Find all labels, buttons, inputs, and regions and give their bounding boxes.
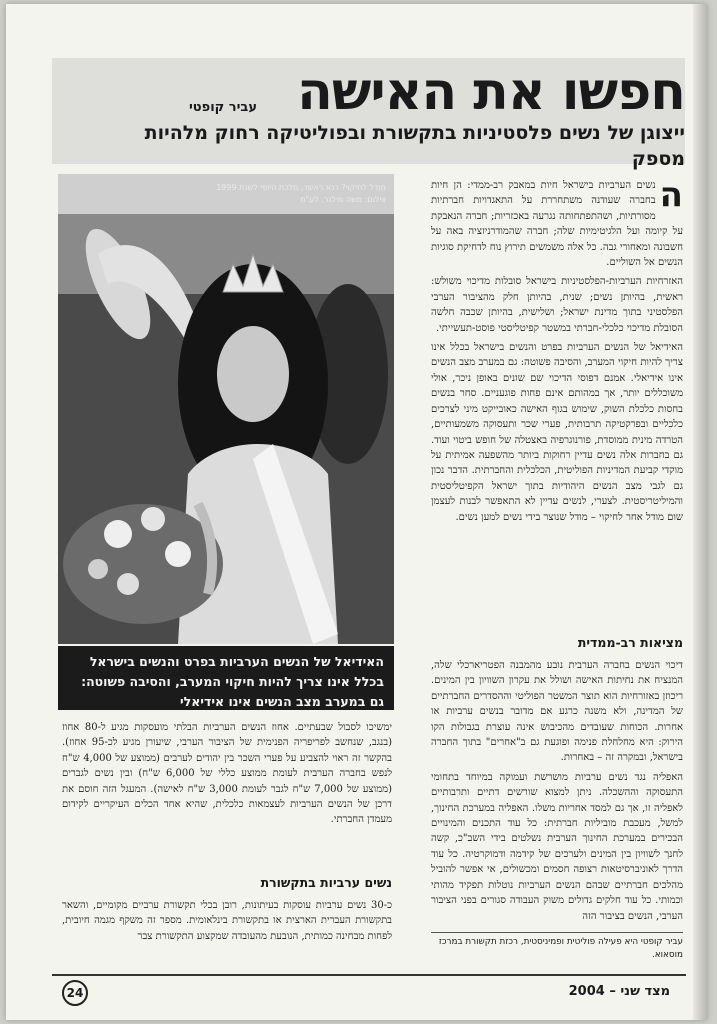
paragraph: ימשיכו לסבול שבעתיים. אחוז הנשים הערביות הבלתי מועסקות מגיע ל-80 אחוז (בנגב, שנחשב לפריפריה הפנימית של הציבור הערבי, שיעורן מגיע לכ-95 אחוז). בהקשר זה ראוי להצביע על פערי השכר בין יהודים לערבים (ממוצע של 4,000 ש"ח לנפש בחברה הערבית לעומת ממוצע כללי של 6,000 ש"ח) ובין נשים לגברים (ממוצע של 7,000 ש"ח לגבר לעומת 3,000 ש"ח לאישה). המעגל הזה חוסם את דרכן של הנשים הערביות לעצמאות כלכלית, שהיא אחד הכלים העיקריים לקידום מעמדן החברתי. — [62, 722, 393, 826]
article-author: עביר קופטי — [188, 100, 257, 115]
article-title: חפשו את האישה — [297, 62, 685, 122]
photo-credit — [156, 182, 386, 206]
left-column-top — [62, 720, 392, 832]
bio-divider — [431, 932, 683, 933]
article-photo — [58, 174, 394, 644]
issue-label: מצד שני – 2004 — [568, 984, 670, 999]
article-subtitle: ייצוגן של נשים פלסטיניות בתקשורת ובפוליטיקה רחוק מלהיות מספק — [144, 122, 685, 170]
page-number: 24 — [62, 980, 88, 1006]
photo-caption: האידיאל של הנשים הערביות בפרט והנשים בישראל בכלל אינו צריך להיות חיקוי המערב, והסיבה פשוטה: גם במערב מצב הנשים אינו אידיאלי — [58, 646, 394, 710]
right-column-bottom — [431, 658, 683, 928]
photo-illustration — [58, 174, 394, 644]
photo-credit-photographer: צילום: משה מילנר, לע"מ — [300, 195, 386, 204]
left-column-bottom — [62, 898, 392, 948]
paragraph: האזרחיות הערביות-הפלסטיניות בישראל סובלות מדיכוי משולש: ראשית, בהיותן נשים; שנית, בהיותן חלק מהציבור הערבי הפלסטיני בתוך מדינת ישראל; ושלישית, בהיותן שכבה חלשה הסובלת מדיכוי כלכלי-חברתי במשטר קפיטליסטי פוסט-תעשייתי. — [431, 276, 683, 334]
section-heading-media: נשים ערביות בתקשורת — [260, 875, 392, 890]
right-column-top — [431, 175, 683, 529]
photo-credit-caption: מודל לחיקוי? רנא ראשד, מלכת היופי לשנת 1999 — [216, 183, 386, 192]
page-spine — [693, 4, 707, 1020]
author-bio: עביר קופטי היא פעילה פוליטית ופמיניסטית, רכזת תקשורת במרכז מוסאוא. — [438, 937, 683, 960]
paragraph-text: נשים הערביות בישראל חיות במאבק רב-ממדי: הן חיות בחברה שעודנה משתחררת על התאגדויות חברתיות מסורתיות, ושהתפתחותה נגרעה באכזריות; חברה הנאבקת על קיומה ועל הלגיטימיות שלה; חברה שהמודרניזציה באה על חשבונה ומאחורי גבה. כל אלה משמשים תירוץ נוח לדחיקת סוגיות הנשים אל השוליים. — [431, 180, 683, 269]
dropcap: ה — [659, 175, 683, 215]
paragraph — [431, 175, 683, 270]
paragraph: כ-30 נשים ערביות עוסקות בעיתונות, רובן בכלי תקשורת ערביים מקומיים, והשאר בתקשורת העברית הארצית או בתקשורת בינלאומית. מספר זה משקף מגמה חיובית, לפחות מבחינה כמותית, הנובעת מהעובדה שמקצוע התקשורת צבר — [62, 900, 392, 942]
paragraph: דיכוי הנשים בחברה הערבית נובע מהמבנה הפטריארכלי שלה, המנציח את נחיתות האישה ושולל את עקרון השוויון בין המינים. ריכוזן באזורחיות הוא תוצר המשטר הפוליטי וההסדרים החברתיים של המדינה, ולא משנה כרגע אם מדובר בנשים ערביות או אחרות. הכוחות שעובדים מהכיבוש אינה עוצרת בגבולות הקו הירוק: היא מחלחלת פנימה ופוגעת גם ב"אחרים" בתוך החברה בישראל, ובמקרה זה – באחרות. — [431, 660, 683, 764]
section-heading-multidimensional: מציאות רב-ממדית — [577, 635, 683, 650]
paragraph: האידיאל של הנשים הערביות בפרט והנשים בישראל בכלל אינו צריך להיות חיקוי המערב, והסיבה פשוטה: גם במערב מצב הנשים אינו אידיאלי. אמנם דפוסי הדיכוי שם שונים באופן ניכר, אולי משוכללים יותר, אך במהותם אינם פחות פוגעניים. סחר בנשים בחסות כלכלת השוק, שימוש בגוף האישה כאובייקט מיני לצרכים כלכליים ובפרקטיקה תרבותית, פערי שכר ותעסוקה משמעותיים, הטרדה מינית ממוסדת, פורנוגרפיה באצטלה של חופש ביטוי ועוד. גם בחברות אלה נשים עדיין רחוקות ביותר מהשפעה אמיתית על מוקדי קביעת המדיניות הפוליטית, הכלכלית והחברתית. הדבר נכון גם לגבי מצב הנשים היהודיות בתוך ישראל הקפיטליסטית והמיליטריסטית. לצערי, לנשים עדיין לא התאפשר לבנות לעצמן שום מודל אחר לחיקוי – מודל שנוצר בידי נשים למען נשים. — [431, 342, 683, 523]
paragraph: האפליה נגד נשים ערביות מושרשת ועמוקה במיוחד בתחומי התעסוקה וההשכלה. ניתן למצוא שורשים דתיים ותרבותיים לאפליה זו, אך גם למסד אחריות משלו. האפליה במערכת החינוך, למשל, מעכבת מוביליות חברתית: כל עוד התכנים והמינויים הבכירים במערכת החינוך הערבית נשלטים בידי השב"כ, קשה לחנך לשוויון בין המינים ולערכים של קידמה ודמוקרטיה. כל עוד הדרך לאוניברסיטאות רצופה חסמים ומכשולים, אי אפשר להוביל מהלכים חברתיים שבהם הנשים הערביות נוטלות תפקיד מהותי וכמותי. כל עוד חלקים גדולים משוק העבודה סגורים בפני הציבור הערבי, הנשים בציבור הזה — [431, 771, 683, 922]
footer-divider — [52, 974, 686, 976]
